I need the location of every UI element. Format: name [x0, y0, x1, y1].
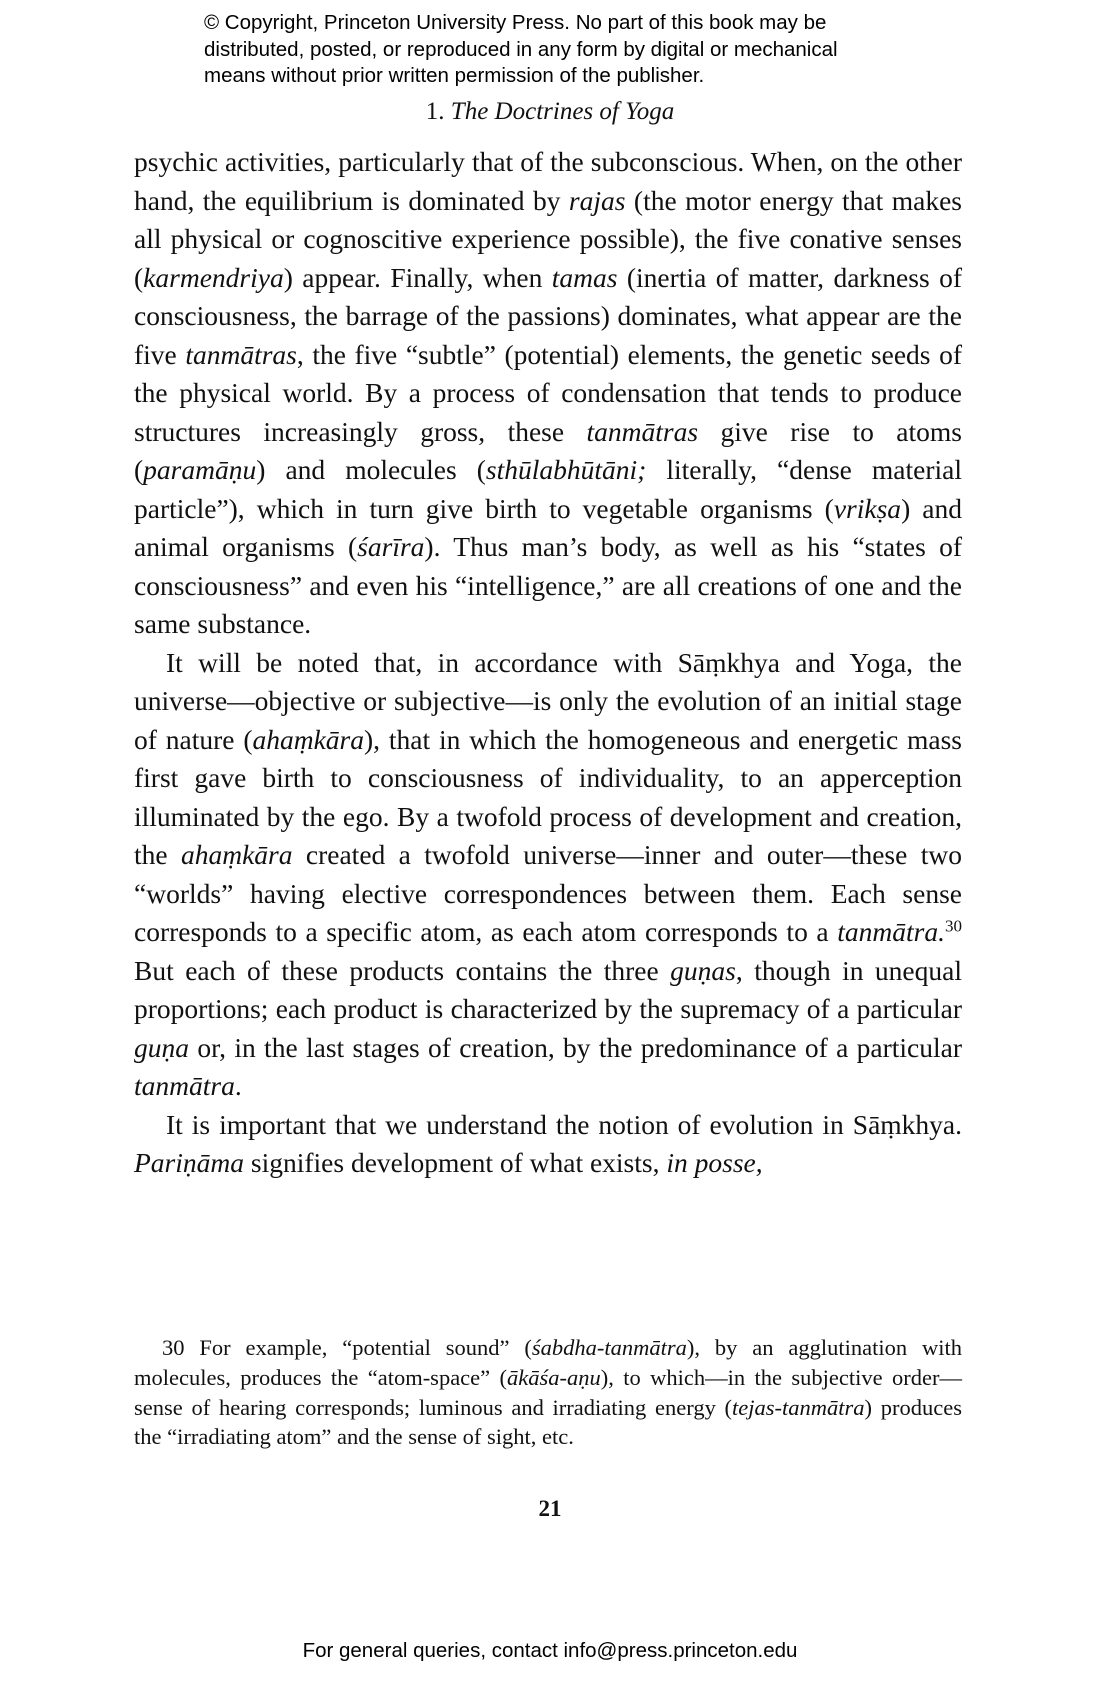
p1-term-sarira: śarīra — [357, 531, 425, 562]
running-head-number: 1. — [425, 98, 445, 125]
p2-term-ahamkara-2: ahaṃkāra — [180, 839, 293, 870]
p3-term-in-posse: in posse, — [666, 1147, 763, 1178]
running-head — [0, 97, 1100, 127]
p2-text-01: It will be noted that, in accordance with Sāṃkhya and Yoga, the universe—objective or subjective—is only the evolution of an initial stage of nature ( — [134, 646, 962, 755]
p1-term-rajas: rajas — [568, 184, 626, 216]
copyright-notice — [204, 10, 924, 90]
p2-term-tanmatra: tanmātra. — [837, 916, 945, 947]
copyright-line-1: © Copyright, Princeton University Press. No part of this book may be — [204, 11, 827, 34]
p3-text-02: signifies development of what exists, — [244, 1147, 667, 1178]
copyright-line-2: distributed, posted, or reproduced in any form by digital or mechanical — [204, 37, 838, 61]
p2-text-06: or, in the last stages of creation, by the predominance of a particular — [189, 1031, 962, 1063]
copyright-line-3: means without prior written permission of the publisher. — [204, 64, 705, 87]
p1-text-06: give rise to atoms ( — [134, 415, 962, 485]
contact-footer: For general queries, contact info@press.princeton.edu — [302, 1639, 798, 1662]
footnote-30 — [134, 1333, 962, 1452]
p1-text-10: ). Thus man’s body, as well as his “states of consciousness” and even his “intelligence,” are all creations of one and the same substance. — [134, 531, 962, 639]
p1-text-01: psychic activities, particularly that of the subconscious. When, on the other hand, the equilibrium is dominated by — [134, 146, 962, 216]
p2-term-guna: guṇa — [134, 1031, 189, 1063]
fn-term-akasa-anu: ākāśa-aṇu — [507, 1364, 601, 1390]
paragraph-3 — [134, 1106, 962, 1183]
fn-text-01: For example, “potential sound” ( — [184, 1335, 532, 1360]
paragraph-2 — [134, 644, 962, 1106]
p1-text-03: ) appear. Finally, when — [283, 261, 552, 293]
p1-term-tamas: tamas — [551, 261, 618, 293]
p1-term-tanmatras-2: tanmātras — [586, 415, 699, 447]
fn-text-04: ) produces the “irradiating atom” and the sense of sight, etc. — [134, 1394, 962, 1450]
p3-term-parinama: Pariṇāma — [134, 1147, 244, 1178]
p3-text-01: It is important that we understand the notion of evolution in Sāṃkhya. — [166, 1108, 962, 1140]
p1-text-07: ) and molecules ( — [256, 454, 486, 485]
main-text — [134, 143, 962, 1183]
p2-text-03: created a twofold universe—inner and outer—these two “worlds” having elective correspondences between them. Each sense corresponds to a specific atom, as each atom corresponds to a — [134, 839, 962, 947]
p1-term-paramanu: paramāṇu — [143, 454, 257, 485]
p1-term-karmendriya: karmendriya — [143, 261, 284, 293]
fn-term-sabdha-tanmatra: śabdha-tanmātra — [531, 1335, 687, 1360]
p1-text-05: , the five “subtle” (potential) elements, the genetic seeds of the physical world. By a process of condensation that tends to produce structures increasingly gross, these — [134, 338, 962, 447]
p2-term-gunas: guṇas — [670, 954, 736, 986]
p1-term-sthulabhutani: sthūlabhūtāni; — [485, 454, 647, 485]
p2-text-04: But each of these products contains the three — [134, 954, 671, 986]
running-head-title: The Doctrines of Yoga — [450, 98, 675, 125]
p1-text-09: ) and animal organisms ( — [134, 492, 962, 562]
fn-text-02: ), by an agglutination with molecules, produces the “atom-space” ( — [134, 1335, 962, 1390]
p1-text-02: (the motor energy that makes all physical or cognoscitive experience possible), the five conative senses ( — [134, 184, 962, 293]
p1-term-tanmatras-1: tanmātras — [185, 338, 297, 370]
p1-text-04: (inertia of matter, darkness of consciousness, the barrage of the passions) dominates, what appear are the five — [134, 261, 962, 370]
fn-term-tejas-tanmatra: tejas-tanmātra — [732, 1394, 865, 1420]
page-number: 21 — [538, 1496, 562, 1521]
p2-text-07: . — [234, 1070, 242, 1101]
p2-term-ahamkara-1: ahaṃkāra — [252, 723, 365, 755]
footnote-reference-30: 30 — [944, 916, 962, 936]
p2-term-tanmatra-2: tanmātra — [134, 1070, 235, 1101]
p2-text-02: ), that in which the homogeneous and energetic mass first gave birth to consciousness of individuality, to an apperception illuminated by the ego. By a twofold process of development and creation, the — [134, 723, 963, 870]
footnote-number: 30 — [162, 1335, 185, 1360]
paragraph-1 — [134, 143, 962, 644]
p2-text-05: , though in unequal proportions; each product is characterized by the supremacy of a particular — [134, 954, 962, 1024]
p1-text-08: literally, “dense material particle”), which in turn give birth to vegetable organisms ( — [134, 454, 962, 524]
fn-text-03: ), to which—in the subjective order—sense of hearing corresponds; luminous and irradiating energy ( — [134, 1364, 963, 1420]
p1-term-vriksa: vrikṣa — [833, 492, 902, 524]
